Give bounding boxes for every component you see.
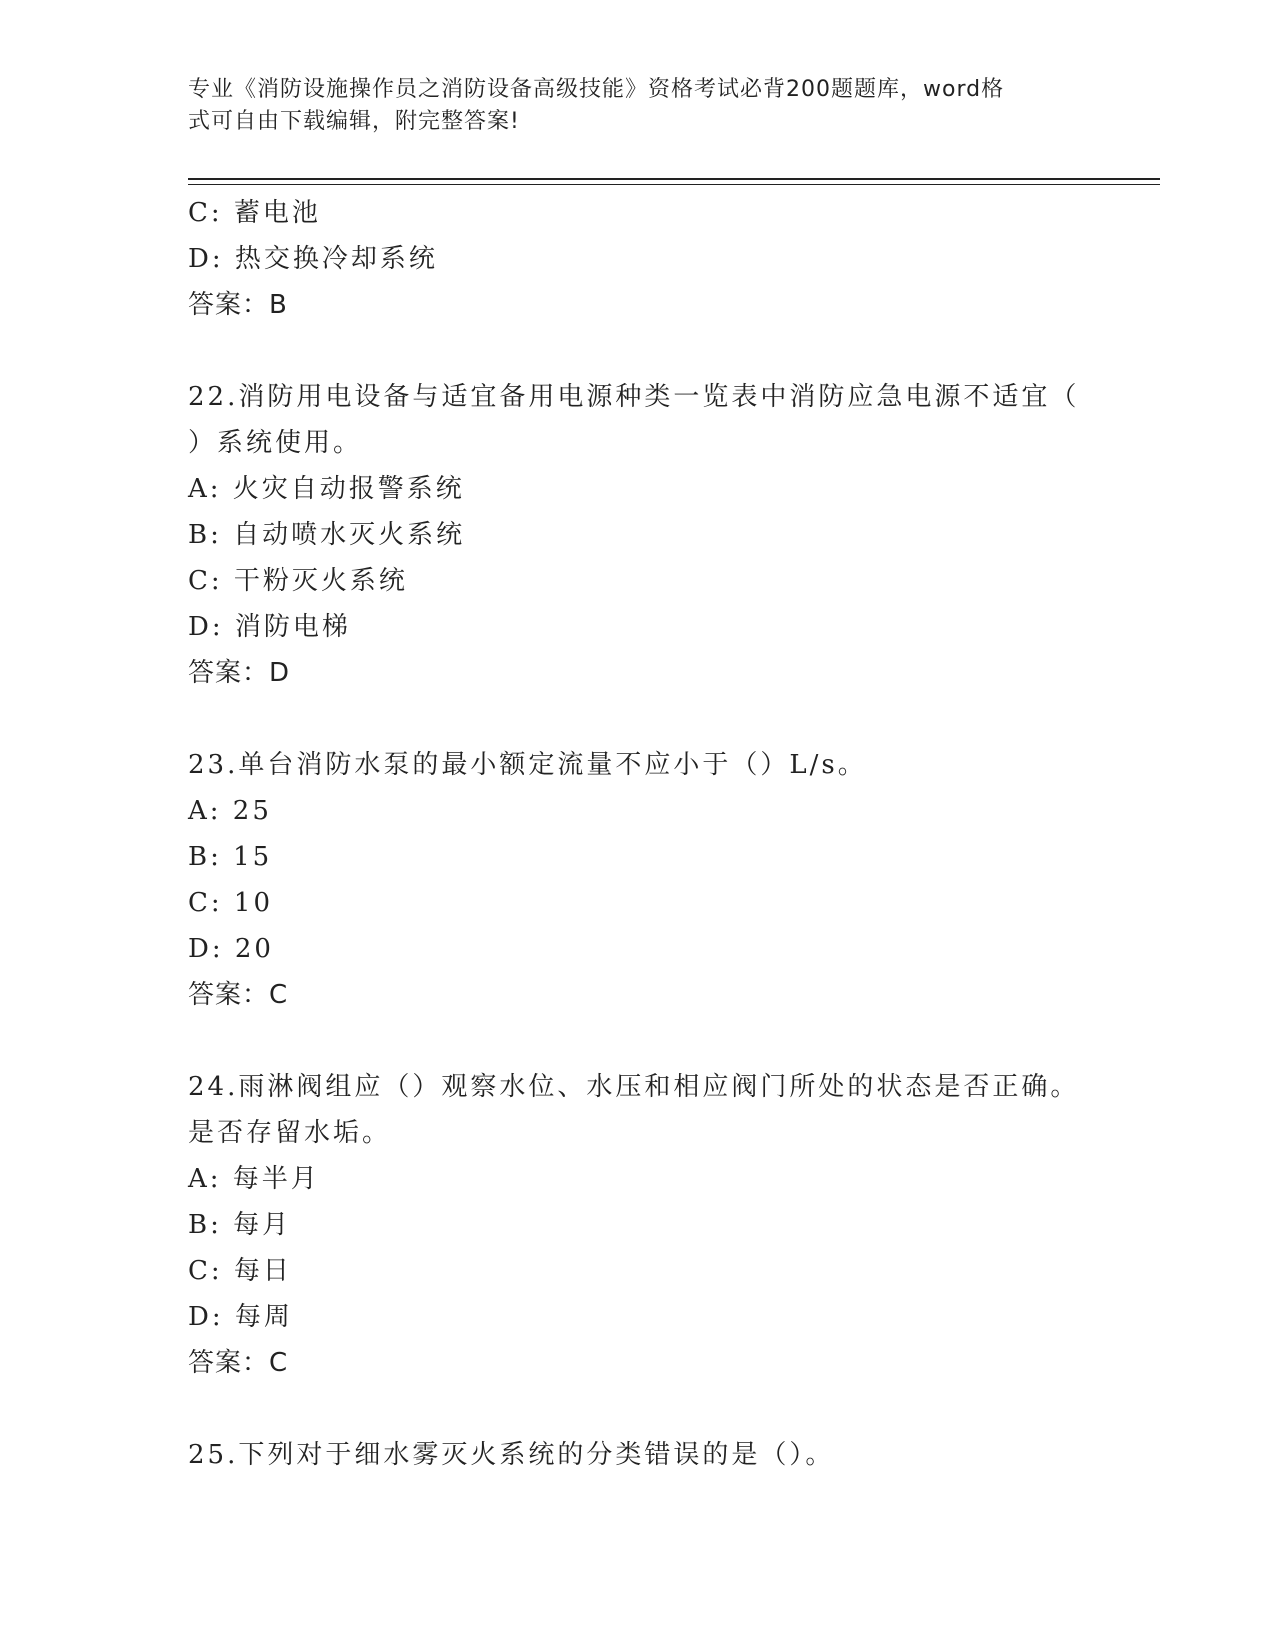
option-c: C: 10 (188, 888, 274, 918)
answer-line: 答案：C (188, 1348, 289, 1378)
document-header (188, 74, 1068, 138)
header-line-1: 专业《消防设施操作员之消防设备高级技能》资格考试必背200题题库，word格 (188, 77, 1005, 102)
option-d: D: 每周 (188, 1302, 293, 1332)
spacer (188, 1018, 1088, 1064)
spacer (188, 1386, 1088, 1432)
spacer (188, 328, 1088, 374)
question-21-tail (188, 190, 1088, 328)
option-a: A: 火灾自动报警系统 (188, 474, 465, 504)
question-list (188, 190, 1088, 1478)
option-d: D: 消防电梯 (188, 612, 351, 642)
option-c: C: 每日 (188, 1256, 292, 1286)
option-d: D: 20 (188, 934, 274, 964)
question-stem: 22.消防用电设备与适宜备用电源种类一览表中消防应急电源不适宜（ (188, 382, 1080, 412)
option-c: C: 干粉灭火系统 (188, 566, 408, 596)
question-24 (188, 1064, 1088, 1386)
question-stem-continued: ）系统使用。 (188, 428, 363, 458)
question-stem: 23.单台消防水泵的最小额定流量不应小于（）L/s。 (188, 750, 867, 780)
answer-line: 答案：C (188, 980, 289, 1010)
question-23 (188, 742, 1088, 1018)
header-divider-thick (188, 178, 1160, 180)
spacer (188, 696, 1088, 742)
answer-line: 答案：D (188, 658, 291, 688)
option-a: A: 25 (188, 796, 272, 826)
question-22 (188, 374, 1088, 696)
question-stem-continued: 是否存留水垢。 (188, 1118, 392, 1148)
option-d: D: 热交换冷却系统 (188, 244, 438, 274)
header-line-2: 式可自由下载编辑，附完整答案! (188, 109, 520, 134)
header-divider-thin (188, 184, 1160, 185)
option-b: B: 15 (188, 842, 273, 872)
option-b: B: 自动喷水灭火系统 (188, 520, 466, 550)
option-a: A: 每半月 (188, 1164, 320, 1194)
question-25 (188, 1432, 1088, 1478)
question-stem: 24.雨淋阀组应（）观察水位、水压和相应阀门所处的状态是否正确。 (188, 1072, 1080, 1102)
option-b: B: 每月 (188, 1210, 292, 1240)
question-stem: 25.下列对于细水雾灭火系统的分类错误的是（）。 (188, 1440, 835, 1470)
answer-line: 答案：B (188, 290, 288, 320)
option-c: C: 蓄电池 (188, 198, 321, 228)
